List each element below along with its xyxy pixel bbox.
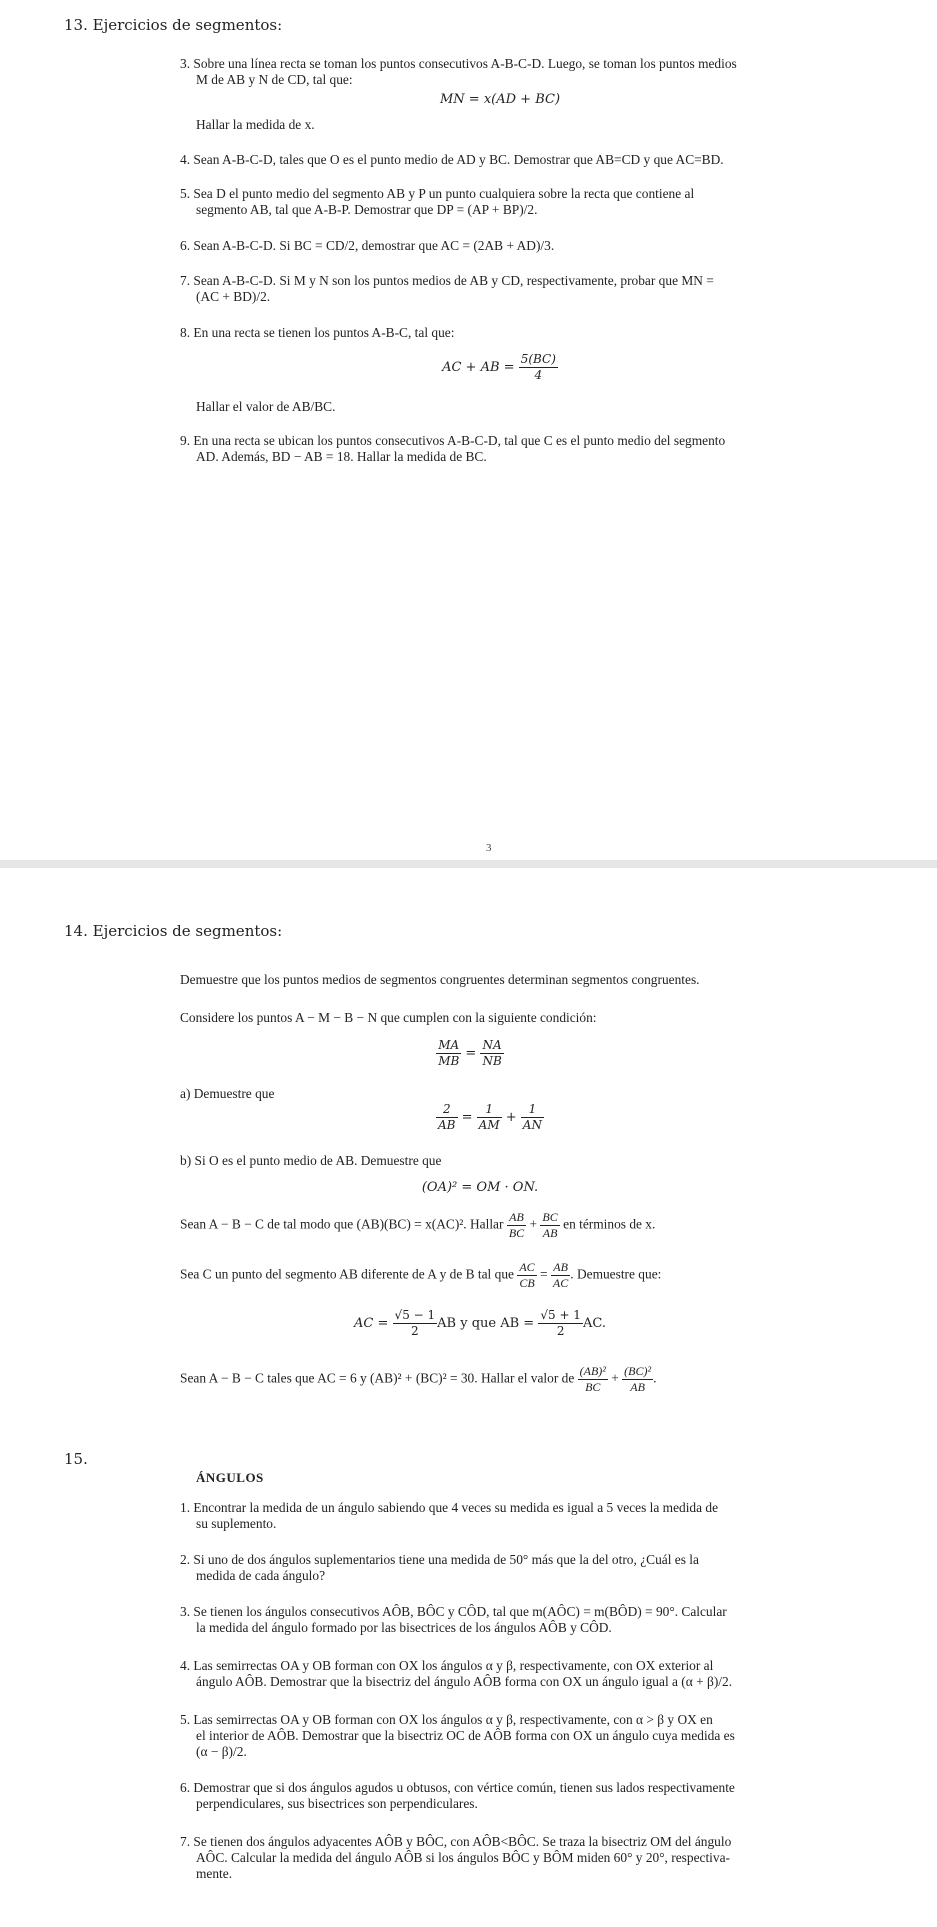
text: Sean A − B − C de tal modo que (AB)(BC) = x(AC)². Hallar bbox=[180, 1216, 504, 1232]
exercise-3-after: Hallar la medida de x. bbox=[196, 117, 315, 132]
item-text: Sea D el punto medio del segmento AB y P un punto cualquiera sobre la recta que contiene al bbox=[193, 186, 695, 201]
angle-exercise-6 bbox=[180, 1780, 800, 1812]
item-number: 8. bbox=[180, 325, 191, 340]
fraction bbox=[521, 1102, 544, 1133]
numerator: (BC)² bbox=[624, 1364, 652, 1378]
exercise-8-after: Hallar el valor de AB/BC. bbox=[196, 399, 336, 414]
page-1 bbox=[0, 0, 937, 860]
item-text: la medida del ángulo formado por las bisectrices de los ángulos AÔB y CÔD. bbox=[196, 1620, 612, 1635]
numerator: NA bbox=[480, 1038, 503, 1054]
numerator: 2 bbox=[436, 1102, 457, 1118]
item-text: M de AB y N de CD, tal que: bbox=[196, 72, 353, 87]
text: . Demuestre que: bbox=[570, 1266, 662, 1282]
fraction bbox=[519, 352, 558, 383]
item-number: 3. bbox=[180, 56, 191, 71]
denominator: BC bbox=[585, 1380, 601, 1394]
item-number: 4. bbox=[180, 1658, 191, 1673]
exercise-4 bbox=[180, 152, 796, 168]
equation-ratio: $\frac{MA}{MB}$ = $\frac{NA}{NB}$ bbox=[438, 1038, 502, 1068]
item-text: Las semirrectas OA y OB forman con OX los ángulos α y β, respectivamente, con α > β y OX en bbox=[193, 1712, 713, 1727]
numerator: 5(BC) bbox=[520, 352, 556, 366]
item-text: Sean A-B-C-D, tales que O es el punto medio de AD y BC. Demostrar que AB=CD y que AC=BD. bbox=[193, 152, 724, 167]
denominator: AN bbox=[522, 1118, 542, 1132]
paragraph-congruent: Demuestre que los puntos medios de segmentos congruentes determinan segmentos congruentes. bbox=[180, 972, 700, 987]
text: en términos de x. bbox=[563, 1216, 656, 1232]
item-text: mente. bbox=[196, 1866, 233, 1881]
item-text: medida de cada ángulo? bbox=[196, 1568, 326, 1583]
item-text: Encontrar la medida de un ángulo sabiendo que 4 veces su medida es igual a 5 veces la medida de bbox=[193, 1500, 719, 1515]
paragraph-golden: Sea C un punto del segmento AB diferente de A y de B tal que $\frac{AC}{CB}$ = $\frac{AB}{AC}$ . Demuestre que: bbox=[180, 1260, 662, 1290]
exercise-6 bbox=[180, 238, 796, 254]
exercise-9 bbox=[180, 433, 796, 465]
item-text: el interior de AÔB. Demostrar que la bisectriz OC de AÔB forma con OX un ángulo cuya medida es bbox=[196, 1728, 735, 1743]
item-text: Sean A-B-C-D. Si BC = CD/2, demostrar que AC = (2AB + AD)/3. bbox=[193, 238, 555, 253]
item-text: AÔC. Calcular la medida del ángulo AÔB si los ángulos BÔC y BÔM miden 60° y 20°, respectiva- bbox=[196, 1850, 730, 1865]
equation-ac-ab bbox=[400, 352, 600, 383]
equation-mn: MN = x(AD + BC) bbox=[439, 92, 561, 107]
item-number: 2. bbox=[180, 1552, 191, 1567]
item-number: 5. bbox=[180, 1712, 191, 1727]
section-13-header: 13. Ejercicios de segmentos: bbox=[64, 16, 283, 34]
text: AC. bbox=[582, 1316, 606, 1331]
exercise-7 bbox=[180, 273, 796, 305]
angle-exercise-2 bbox=[180, 1552, 800, 1584]
exercise-8 bbox=[180, 325, 796, 341]
exercise-3 bbox=[180, 56, 796, 88]
item-text: su suplemento. bbox=[196, 1516, 277, 1531]
numerator: MA bbox=[436, 1038, 461, 1054]
item-text: segmento AB, tal que A-B-P. Demostrar que DP = (AP + BP)/2. bbox=[196, 202, 538, 217]
item-text: (α − β)/2. bbox=[196, 1744, 247, 1759]
fraction bbox=[538, 1308, 583, 1339]
numerator: 1 bbox=[477, 1102, 502, 1118]
section-15-number: 15. bbox=[64, 1450, 88, 1468]
denominator: AB bbox=[630, 1380, 645, 1394]
item-text: En una recta se tienen los puntos A-B-C, tal que: bbox=[193, 325, 455, 340]
text: Sea C un punto del segmento AB diferente de A y de B tal que bbox=[180, 1266, 514, 1282]
item-text: Se tienen dos ángulos adyacentes AÔB y BÔC, con AÔB<BÔC. Se traza la bisectriz OM del ángulo bbox=[193, 1834, 732, 1849]
denominator: MB bbox=[438, 1054, 460, 1068]
denominator: AB bbox=[542, 1226, 558, 1240]
angle-exercise-5 bbox=[180, 1712, 800, 1760]
denominator: 2 bbox=[556, 1324, 565, 1338]
item-number: 6. bbox=[180, 238, 191, 253]
fraction bbox=[540, 1210, 559, 1241]
item-text: Sobre una línea recta se toman los puntos consecutivos A-B-C-D. Luego, se toman los puntos medios bbox=[193, 56, 737, 71]
page-2 bbox=[0, 868, 937, 1927]
item-number: 5. bbox=[180, 186, 191, 201]
denominator: 4 bbox=[534, 368, 543, 382]
equation-lhs: AC + AB = bbox=[442, 360, 515, 375]
numerator: √5 − 1 bbox=[394, 1308, 436, 1322]
item-text: (AC + BD)/2. bbox=[196, 289, 271, 304]
fraction bbox=[517, 1260, 536, 1291]
item-number: 6. bbox=[180, 1780, 191, 1795]
fraction bbox=[578, 1364, 608, 1395]
fraction bbox=[551, 1260, 570, 1291]
fraction bbox=[622, 1364, 653, 1395]
denominator: AM bbox=[478, 1118, 500, 1132]
fraction bbox=[436, 1102, 457, 1133]
numerator: 1 bbox=[521, 1102, 544, 1118]
item-number: 4. bbox=[180, 152, 191, 167]
denominator: CB bbox=[519, 1276, 535, 1290]
section-14-header: 14. Ejercicios de segmentos: bbox=[64, 922, 283, 940]
denominator: 2 bbox=[411, 1324, 419, 1338]
numerator: AC bbox=[519, 1260, 535, 1274]
item-number: 7. bbox=[180, 1834, 191, 1849]
equation-harmonic: $\frac{2}{AB}$ = $\frac{1}{AM}$ + $\frac{1}{AN}$ bbox=[438, 1102, 542, 1132]
item-number: 9. bbox=[180, 433, 191, 448]
text: Sean A − B − C tales que AC = 6 y (AB)² + (BC)² = 30. Hallar el valor de bbox=[180, 1370, 575, 1386]
item-number: 1. bbox=[180, 1500, 191, 1515]
item-text: Se tienen los ángulos consecutivos AÔB, BÔC y CÔD, tal que m(AÔC) = m(BÔD) = 90°. Calcular bbox=[193, 1604, 727, 1619]
text: AB y que AB = bbox=[437, 1316, 535, 1331]
numerator: (AB)² bbox=[579, 1364, 606, 1378]
denominator: AC bbox=[552, 1276, 569, 1290]
angles-heading: ÁNGULOS bbox=[196, 1470, 264, 1485]
item-text: AD. Además, BD − AB = 18. Hallar la medida de BC. bbox=[196, 449, 487, 464]
item-text: Las semirrectas OA y OB forman con OX los ángulos α y β, respectivamente, con OX exterior al bbox=[193, 1658, 714, 1673]
fraction bbox=[507, 1210, 526, 1241]
page-divider bbox=[0, 860, 937, 868]
fraction bbox=[480, 1038, 503, 1069]
part-a-label: a) Demuestre que bbox=[180, 1086, 275, 1101]
paragraph-sum-squares: Sean A − B − C tales que AC = 6 y (AB)² + (BC)² = 30. Hallar el valor de $\frac{\text{(AB)²}}{BC}$ + $\frac{\text{(BC)²}}{AB}$ . bbox=[180, 1364, 657, 1394]
item-number: 7. bbox=[180, 273, 191, 288]
text: AC = bbox=[354, 1316, 389, 1331]
fraction bbox=[393, 1308, 438, 1339]
angle-exercise-3 bbox=[180, 1604, 800, 1636]
item-text: Demostrar que si dos ángulos agudos u obtusos, con vértice común, tienen sus lados respectivamente bbox=[193, 1780, 735, 1795]
denominator: NB bbox=[482, 1054, 502, 1068]
exercise-5 bbox=[180, 186, 796, 218]
numerator: √5 + 1 bbox=[540, 1308, 581, 1322]
paragraph-amb: Considere los puntos A − M − B − N que cumplen con la siguiente condición: bbox=[180, 1010, 597, 1025]
equation-oa: (OA)² = OM · ON. bbox=[421, 1180, 539, 1195]
item-text: Si uno de dos ángulos suplementarios tiene una medida de 50° más que la del otro, ¿Cuál es la bbox=[193, 1552, 699, 1567]
item-text: perpendiculares, sus bisectrices son perpendiculares. bbox=[196, 1796, 478, 1811]
fraction bbox=[477, 1102, 502, 1133]
denominator: AB bbox=[438, 1118, 456, 1132]
angle-exercise-4 bbox=[180, 1658, 800, 1690]
angle-exercise-1 bbox=[180, 1500, 800, 1532]
item-text: En una recta se ubican los puntos consecutivos A-B-C-D, tal que C es el punto medio del segmento bbox=[193, 433, 726, 448]
fraction bbox=[436, 1038, 461, 1069]
numerator: BC bbox=[542, 1210, 558, 1224]
item-number: 3. bbox=[180, 1604, 191, 1619]
numerator: AB bbox=[507, 1210, 526, 1226]
part-b-label: b) Si O es el punto medio de AB. Demuestre que bbox=[180, 1153, 442, 1168]
item-text: ángulo AÔB. Demostrar que la bisectriz del ángulo AÔB forma con OX un ángulo igual a (α + β)/2. bbox=[196, 1674, 733, 1689]
page-number: 3 bbox=[486, 842, 492, 854]
angle-exercise-7 bbox=[180, 1834, 800, 1882]
paragraph-hallar: Sean A − B − C de tal modo que (AB)(BC) = x(AC)². Hallar $\frac{AB}{BC}$ + $\frac{BC}{AB}$ en términos de x. bbox=[180, 1210, 656, 1240]
item-text: Sean A-B-C-D. Si M y N son los puntos medios de AB y CD, respectivamente, probar que MN = bbox=[193, 273, 714, 288]
denominator: BC bbox=[508, 1226, 525, 1240]
numerator: AB bbox=[551, 1260, 570, 1276]
equation-golden bbox=[320, 1308, 640, 1339]
